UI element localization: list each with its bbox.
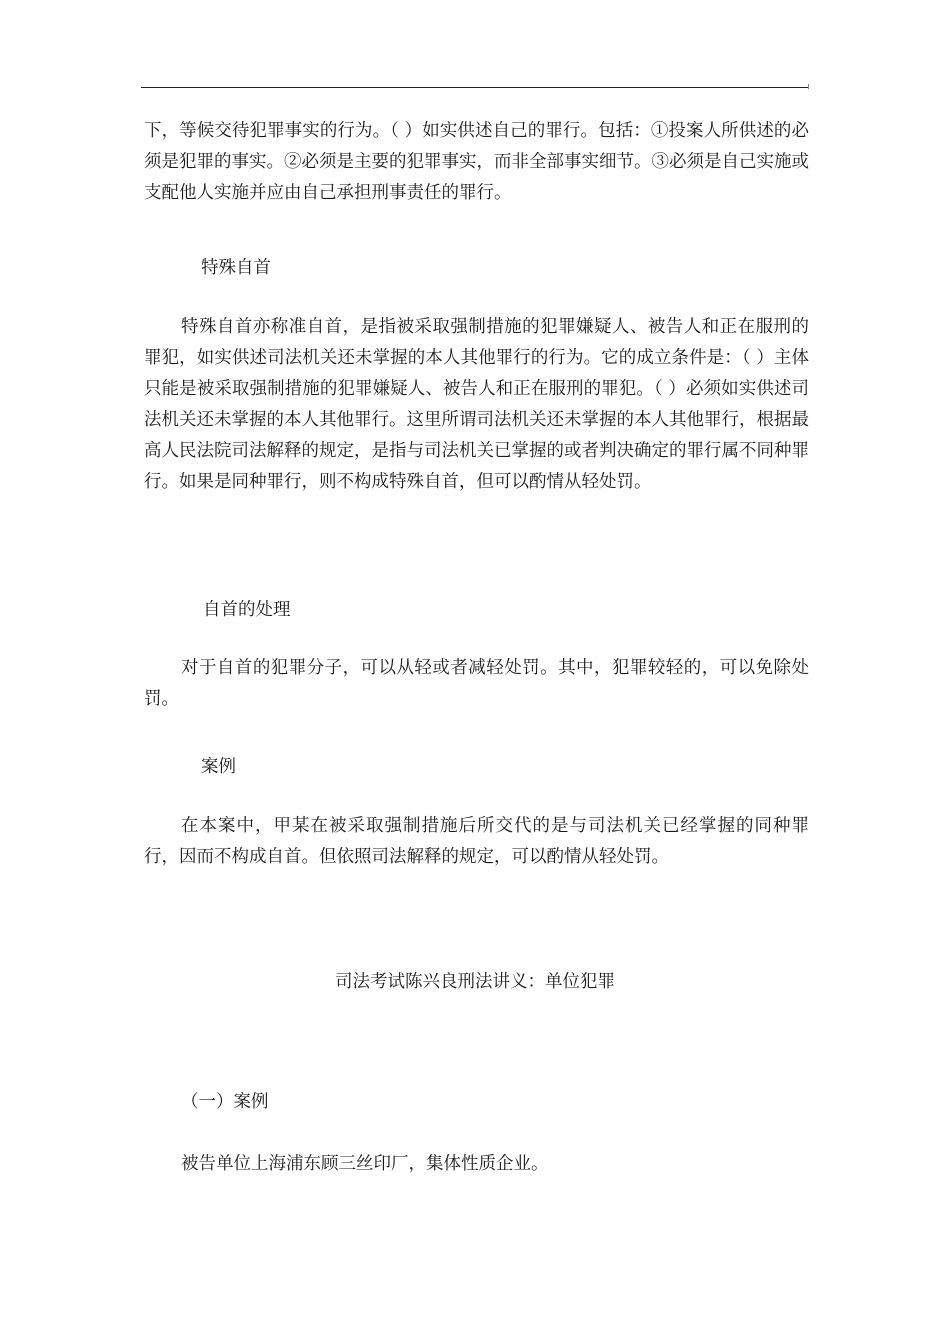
heading-case: 案例 — [201, 757, 236, 777]
paragraph-continuation: 下，等候交待犯罪事实的行为。（ ）如实供述自己的罪行。包括：①投案人所供述的必须是犯罪的事实。②必须是主要的犯罪事实，而非全部事实细节。③必须是自己实施或支配他人实施并应由自己承担刑事责任的罪行。 — [144, 121, 809, 203]
heading-surrender-handling: 自首的处理 — [203, 600, 291, 620]
header-rule-tick — [808, 84, 809, 89]
paragraph-defendant: 被告单位上海浦东顾三丝印厂，集体性质企业。 — [181, 1154, 549, 1174]
subheading-case: （一）案例 — [181, 1092, 269, 1112]
heading-special-surrender: 特殊自首 — [201, 258, 271, 278]
paragraph-surrender-handling: 对于自首的犯罪分子，可以从轻或者减轻处罚。其中，犯罪较轻的，可以免除处罚。 — [144, 658, 809, 709]
paragraph-special-surrender: 特殊自首亦称准自首，是指被采取强制措施的犯罪嫌疑人、被告人和正在服刑的罪犯，如实供述司法机关还未掌握的本人其他罪行的行为。它的成立条件是：（ ）主体只能是被采取强制措施的犯罪嫌疑人、被告人和正在服刑的罪犯。（ ）必须如实供述司法机关还未掌握的本人其他罪行。这里所谓司法机关还未掌握的本人其他罪行，根据最高人民法院司法解释的规定，是指与司法机关已掌握的或者判决确定的罪行属不同种罪行。如果是同种罪行，则不构成特殊自首，但可以酌情从轻处罚。 — [144, 317, 809, 492]
section-title: 司法考试陈兴良刑法讲义：单位犯罪 — [335, 972, 615, 992]
paragraph-case: 在本案中，甲某在被采取强制措施后所交代的是与司法机关已经掌握的同种罪行，因而不构成自首。但依照司法解释的规定，可以酌情从轻处罚。 — [144, 816, 809, 867]
header-rule — [141, 87, 809, 88]
